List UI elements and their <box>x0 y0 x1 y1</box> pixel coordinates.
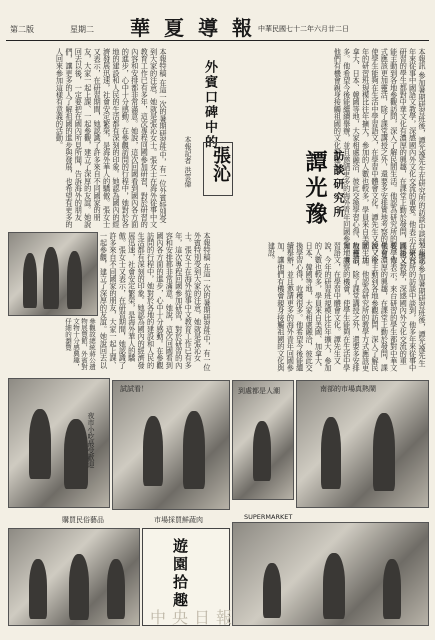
headline-tan-sub: 訪談研究所 <box>332 150 345 220</box>
caption-photo7: 市場採買鮮蔬肉 <box>154 516 203 524</box>
article-zhang-body: 本報特稿 在這一次的暑期研習班中，有一位外賓特別受到大家的注意，她就是張沁女士。張女士在海外從事中文教育工作已有多年，這次專程回國參加研習，對於研習的內容和安排都非常滿意。她說，這次回國看到國內各方面的進步，心中十分感動。在參觀訪問的行程中，她對於各地的建設和人民的生活都有深刻的印象。她認為國內的經濟發展迅速，社會安定繁榮，是海外華人的驕傲。張女士又表示，在研習期間，她認識了許多來自不同國家的朋友，大家一起上課、一起參觀，建立了深厚的友誼。她說回去以後，一定要把在國內所見所聞，告訴海外的朋友們，讓更多的人了解祖國的進步與發展，也希望有更多的人回來參加這樣有意義的活動。 <box>55 48 168 228</box>
article-tan-body: 本報訊 參加暑期研習班後，譚光豫先生在研究所的訪談中談到，他多年來從事中國語文教學，深感國內外文化交流的重要。他表示，來台研習的學生都對中華文化有濃厚的興趣，在課堂上勤於發問，課後又能主動到各地參觀訪問，深入了解民間生活。他認為研究所的教學方式應該更加靈活，除了課堂講授之外，還要多安排實地考察的機會，使學生能夠在生活中學習語文，在學習中體會文化。譚先生又說，今年的研習班規模比往年擴大，參加的人數也較多，學員來自美國、加拿大、日本、韓國等地，大家相處融洽，彼此交換學習心得，收穫很多。他希望今後能繼續舉辦，並且邀請更多的海外青年回國參加，讓他們有機會親身接觸祖國的文化與建設。 <box>333 48 427 267</box>
headline-zhang-name: 張沁 <box>210 146 231 182</box>
byline-zhang: 本報記者 洪雲偉 <box>184 136 192 188</box>
headline-zhang-sub: 外賓口碑中的 <box>202 60 217 150</box>
masthead: 華夏導報 <box>130 16 266 40</box>
edition-label: 第二版 <box>10 25 34 34</box>
weekday-label: 星期二 <box>70 25 94 34</box>
caption-photo5: 南部的市場真熱鬧 <box>320 385 376 393</box>
photo-museum-visit <box>8 232 98 316</box>
caption-photo9: 遊園拾趣 <box>171 538 189 610</box>
watermark: 中央日報 <box>150 608 239 627</box>
caption-photo1: 參觀故總統蔣公遺物展覽館，外賓對文物十分感興趣，仔細的瀏覽 <box>64 318 96 370</box>
photo-folk-art <box>8 528 140 626</box>
caption-photo2: 夜市小吃最受歡迎 <box>87 412 95 468</box>
newspaper-header <box>0 0 435 44</box>
photo-try-it <box>112 380 230 510</box>
article-zhang-body-2: 本報特稿 在這一次的暑期研習班中，有一位外賓特別受到大家的注意，她就是張沁女士。張女士在海外從事中文教育工作已有多年，這次專程回國參加研習，對於研習的內容和安排都非常滿意。她說，這次回國看到國內各方面的進步，心中十分感動。在參觀訪問的行程中，她對於各地的建設和人民的生活都有深刻的印象。她認為國內的經濟發展迅速，社會安定繁榮，是海外華人的驕傲。張女士又表示，在研習期間，她認識了許多來自不同國家的朋友，大家一起上課、一起參觀，建立了深厚的友誼。她說回去以 <box>100 232 212 372</box>
headline-tan-name: 譚光豫 <box>302 150 328 228</box>
header-rule <box>6 40 429 41</box>
caption-photo8: SUPERMARKET <box>244 513 293 521</box>
photo-supermarket <box>232 522 429 626</box>
photo-crowds <box>232 380 294 500</box>
article-tan-body-lower: 本報訊 參加暑期研習班後，譚光豫先生在研究所的訪談中談到，他多年來從事中國語文教學，深感國內外文化交流的重要。他表示，來台研習的學生都對中華文化有濃厚的興趣，在課堂上勤於發問，課後又能主動到各地參觀訪問，深入了解民間生活。他認為研究所的教學方式應該更加靈活，除了課堂講授之外，還要多安排實地考察的機會，使學生能夠在生活中學習語文，在學習中體會文化。譚先生又說，今年的研習班規模比往年擴大，參加的人數也較多，學員來自美國、加拿大、日本、韓國等地，大家相處融洽，彼此交換學習心得，收穫很多。他希望今後能繼續舉辦，並且邀請更多的海外青年回國參加，讓他們有機會親身接觸祖國的文化與建設。 <box>267 242 427 372</box>
issue-date: 中華民國七十二年六月廿二日 <box>258 25 349 33</box>
caption-photo4: 到處都是人潮 <box>238 387 280 395</box>
caption-photo3: 試試看！ <box>120 385 148 393</box>
photo-south-market <box>296 380 429 508</box>
caption-photo6: 購買民俗藝品 <box>62 516 104 524</box>
